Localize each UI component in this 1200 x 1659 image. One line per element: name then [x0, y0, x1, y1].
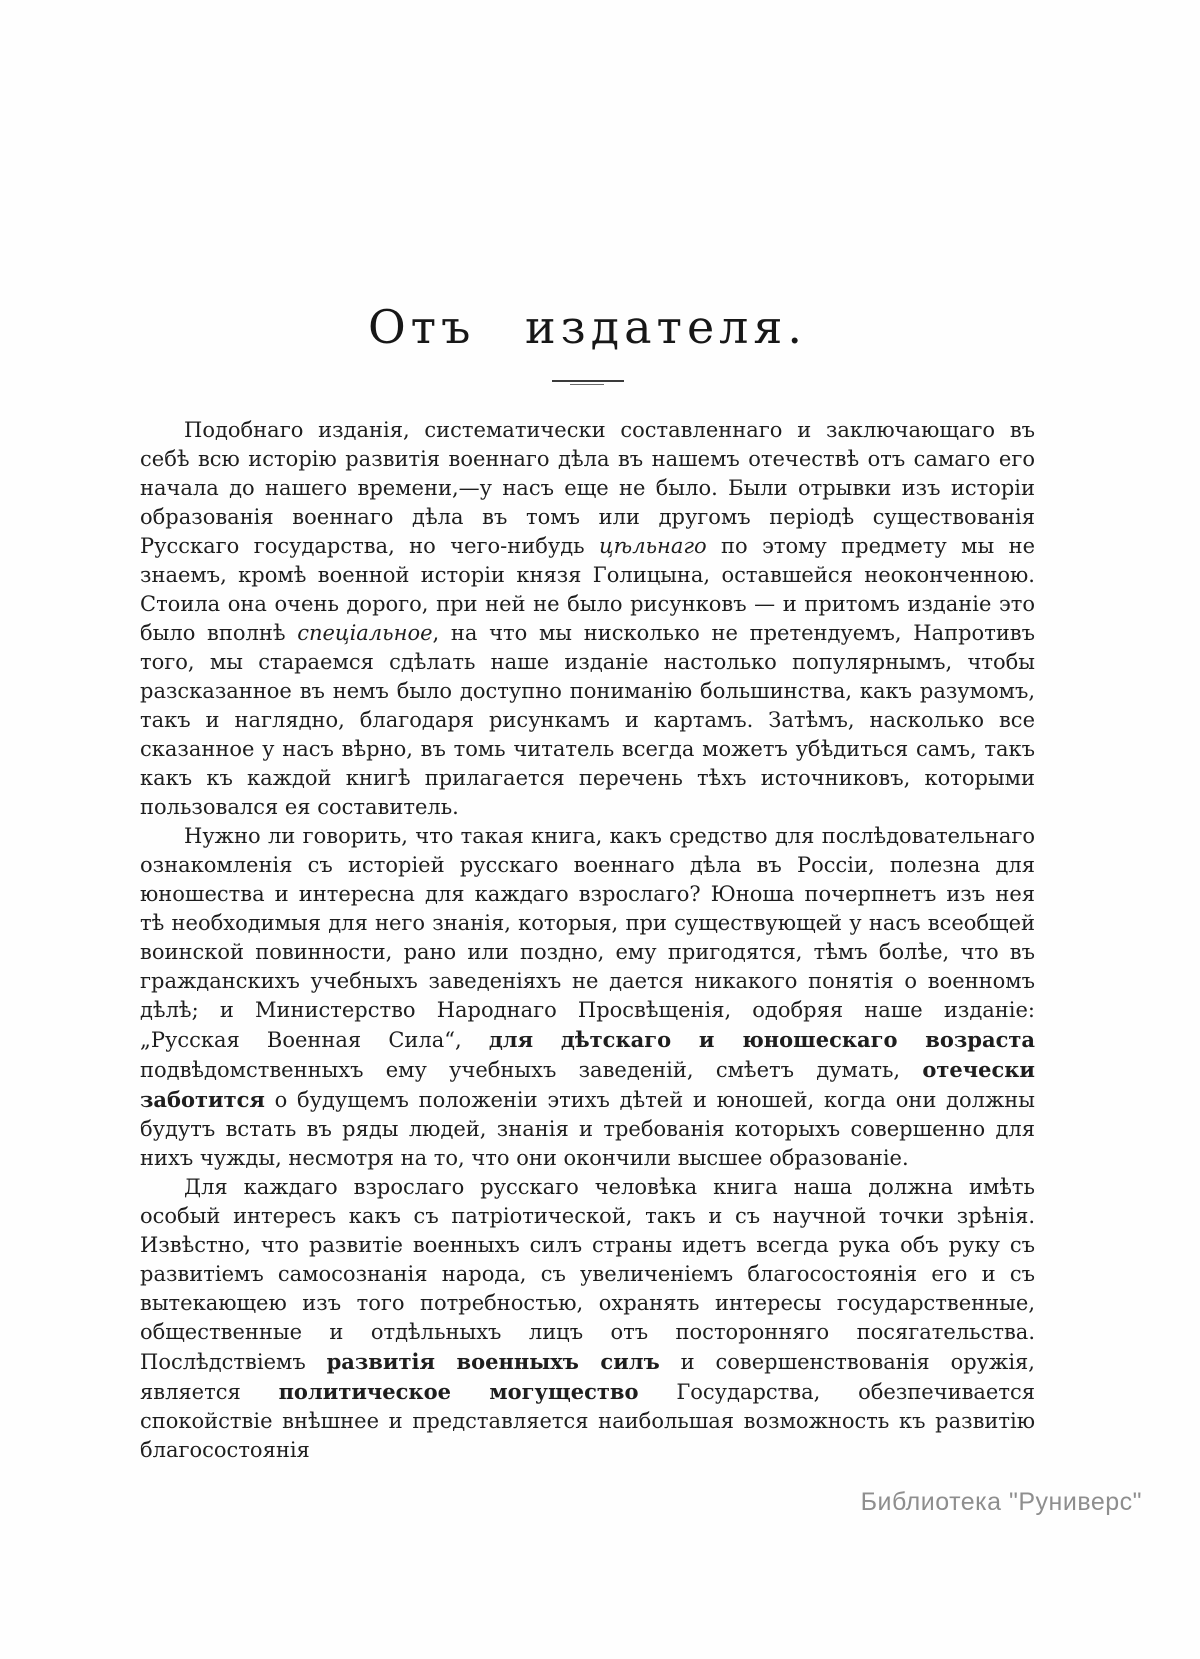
- text-segment: по этому предмету мы не знаемъ, кромѣ военной исторіи князя Голицына, оставшейся неоконченною. Стоила она очень дорого, при ней не было рисунковъ — и притомъ изданіе это было вполнѣ: [140, 534, 1035, 645]
- text-segment: развитія военныхъ силъ: [326, 1349, 660, 1374]
- paragraph: [140, 416, 1035, 822]
- text-segment: отечески заботится: [140, 1057, 1035, 1112]
- paragraph: [140, 1173, 1035, 1465]
- text-segment: цѣльнаго: [599, 534, 707, 558]
- text-segment: для дѣтскаго и юношескаго возраста: [488, 1027, 1035, 1052]
- text-segment: Для каждаго взрослаго русскаго человѣка книга наша должна имѣть особый интересъ какъ съ патріотической, такъ и съ научной точки зрѣнія. Извѣстно, что развитіе военныхъ силъ страны идетъ всегда рука объ руку съ развитіемъ самосознанія народа, съ увеличеніемъ благосостоянія его и съ вытекающею изъ того потребностью, охранять интересы государственные, общественные и отдѣльныхъ лицъ отъ посторонняго посягательства. Послѣдствіемъ: [140, 1175, 1035, 1374]
- text-segment: спеціальное: [297, 621, 433, 645]
- text-segment: Подобнаго изданія, систематически составленнаго и заключающаго въ себѣ всю исторію развитія военнаго дѣла въ нашемъ отечествѣ отъ самаго его начала до нашего времени,—у насъ еще не было. Были отрывки изъ исторіи образованія военнаго дѣла въ томъ или другомъ періодѣ существованія Русскаго государства, но чего-нибудь: [140, 418, 1035, 558]
- text-segment: о будущемъ положеніи этихъ дѣтей и юношей, когда они должны будутъ встать въ ряды людей, знанія и требованія которыхъ совершенно для нихъ чужды, несмотря на то, что они окончили высшее образованіе.: [140, 1088, 1035, 1170]
- page-title: Отъ издателя.: [367, 300, 808, 354]
- text-segment: и совершенствованія оружія, является: [140, 1350, 1035, 1404]
- paragraph: [140, 822, 1035, 1173]
- text-segment: Государства, обезпечивается спокойствіе внѣшнее и представляется наибольшая возможность къ развитію благосостоянія: [140, 1380, 1035, 1462]
- text-segment: , на что мы нисколько не претендуемъ, Напротивъ того, мы стараемся сдѣлать наше изданіе настолько популярнымъ, чтобы разсказанное въ немъ было доступно пониманію большинства, какъ разумомъ, такъ и наглядно, благодаря рисункамъ и картамъ. Затѣмъ, насколько все сказанное у насъ вѣрно, въ томь читатель всегда можетъ убѣдиться самъ, такъ какъ къ каждой книгѣ прилагается перечень тѣхъ источниковъ, которыми пользовался ея составитель.: [140, 621, 1035, 819]
- text-column: [140, 0, 1035, 1465]
- title-divider: [552, 380, 624, 382]
- text-segment: подвѣдомственныхъ ему учебныхъ заведеній, смѣетъ думать,: [140, 1058, 923, 1082]
- library-watermark: Библиотека "Руниверс": [860, 1488, 1142, 1516]
- text-segment: Нужно ли говорить, что такая книга, какъ средство для послѣдовательнаго ознакомленія съ исторіей русскаго военнаго дѣла въ Россіи, полезна для юношества и интересна для каждаго взрослаго? Юноша почерпнетъ изъ нея тѣ необходимыя для него знанія, которыя, при существующей у насъ всеобщей воинской повинности, рано или поздно, ему пригодятся, тѣмъ болѣе, что въ гражданскихъ учебныхъ заведеніяхъ не дается никакого понятія о военномъ дѣлѣ; и Министерство Народнаго Просвѣщенія, одобряя наше изданіе: „Русская Военная Сила“,: [140, 824, 1035, 1052]
- body-text: [140, 416, 1035, 1465]
- text-segment: политическое могущество: [278, 1379, 639, 1404]
